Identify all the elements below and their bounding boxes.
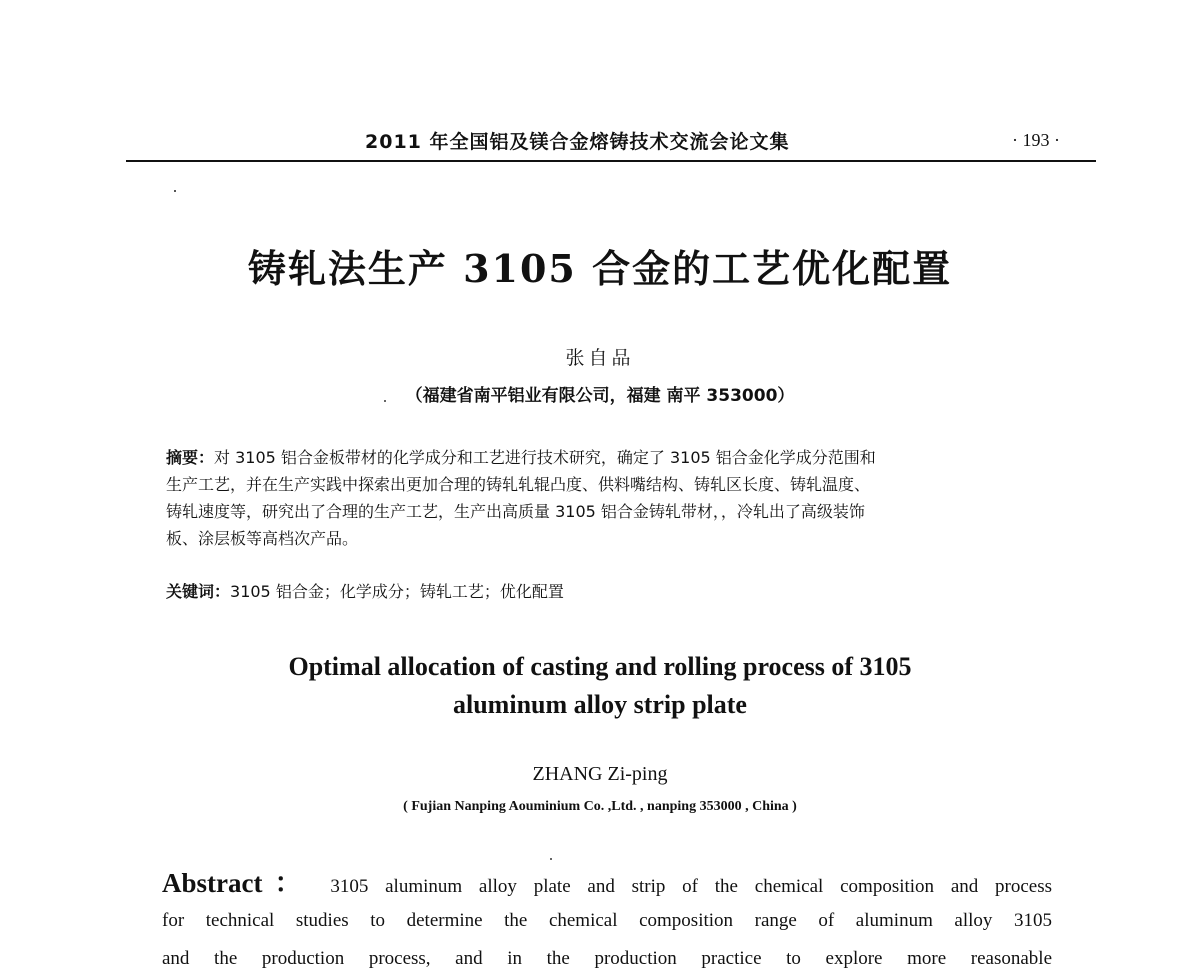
keywords-cn <box>166 579 564 602</box>
abstract-en-line <box>162 864 1052 902</box>
page-number: · 193 · <box>1012 130 1060 150</box>
abstract-en <box>162 864 1053 969</box>
abstract-cn-line: 铸轧速度等，研究出了合理的生产工艺，生产出高质量 3105 铝合金铸轧带材，，冷轧出了高级装饰 <box>166 502 865 521</box>
scan-speck <box>384 400 386 402</box>
keywords-cn-text: 3105 铝合金；化学成分；铸轧工艺；优化配置 <box>230 582 564 601</box>
scan-speck <box>174 190 176 192</box>
paper-title-en-line: aluminum alloy strip plate <box>453 690 747 719</box>
abstract-cn-line: 生产工艺，并在生产实践中探索出更加合理的铸轧轧辊凸度、供料嘴结构、铸轧区长度、铸轧温度、 <box>166 475 871 494</box>
abstract-en-text: 3105 aluminum alloy plate and strip of the chemical composition and process <box>330 876 1053 897</box>
author-name-en: ZHANG Zi-ping <box>532 763 668 785</box>
abstract-cn-text: 对 3105 铝合金板带材的化学成分和工艺进行技术研究，确定了 3105 铝合金化学成分范围和 <box>214 448 876 467</box>
abstract-en-line: for technical studies to determine the chemical composition range of aluminum alloy 3105 <box>162 910 1052 931</box>
proceedings-title: 2011 年全国铝及镁合金熔铸技术交流会论文集 <box>365 131 790 153</box>
abstract-cn-label: 摘要： <box>166 448 215 467</box>
paper-title-en-line: Optimal allocation of casting and rolling process of 3105 <box>288 652 912 681</box>
header-rule <box>126 160 1096 162</box>
keywords-cn-label: 关键词： <box>166 582 231 601</box>
affiliation-cn: （福建省南平铝业有限公司，福建 南平 353000） <box>405 386 795 406</box>
abstract-cn <box>166 444 1056 552</box>
paper-title-en <box>0 648 1200 724</box>
scan-speck <box>550 858 552 860</box>
abstract-cn-line <box>166 444 1056 471</box>
paper-title-cn: 铸轧法生产 3105 合金的工艺优化配置 <box>247 246 953 291</box>
abstract-cn-line: 板、涂层板等高档次产品。 <box>166 529 359 548</box>
abstract-en-line: and the production process, and in the production practice to explore more reasonable <box>162 948 1052 969</box>
abstract-en-separator: ： <box>262 868 314 898</box>
affiliation-en: ( Fujian Nanping Aouminium Co. ,Ltd. , nanping 353000 , China ) <box>403 799 797 814</box>
abstract-en-label: Abstract <box>162 868 263 898</box>
author-name-cn: 张自品 <box>565 347 635 369</box>
